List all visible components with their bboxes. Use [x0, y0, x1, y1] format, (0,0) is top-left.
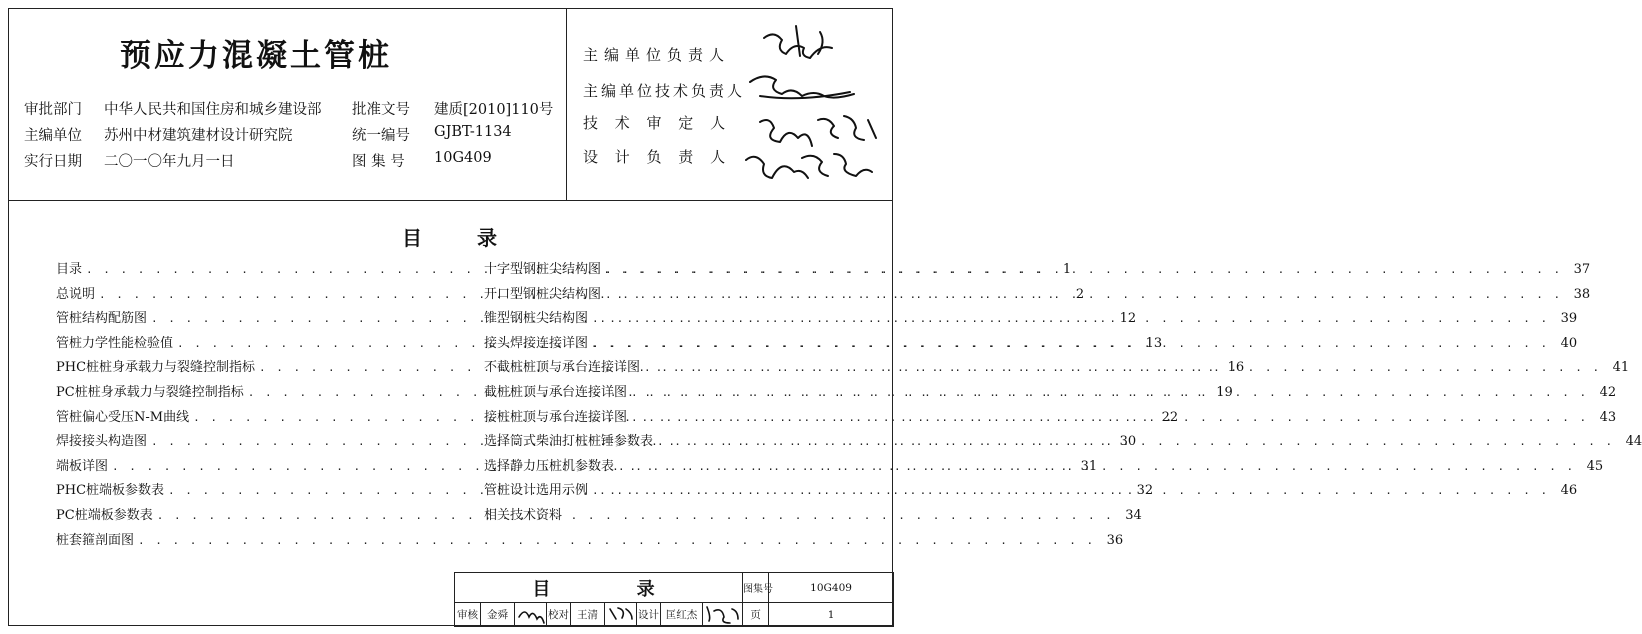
responsibility-label: 技 术 审 定 人	[583, 114, 732, 132]
toc-entry-label: 管桩结构配筋图	[56, 311, 148, 327]
toc-heading-left: 目	[402, 226, 422, 250]
document-title: 预应力混凝土管桩	[120, 38, 392, 74]
leader-dots	[644, 361, 1601, 374]
title-block	[454, 572, 894, 627]
toc-entry-label: 总说明	[56, 286, 96, 302]
toc-entry[interactable]	[484, 504, 844, 529]
toc-entry[interactable]	[484, 283, 1591, 308]
toc-entry-page: 43	[1599, 409, 1617, 425]
toc-entry-page: 22	[1161, 409, 1179, 425]
toc-entry-label: 选择筒式柴油打桩桩锤参数表	[484, 434, 654, 450]
toc-entry-page: 12	[1119, 311, 1137, 327]
toc-entry-page: 19	[1216, 384, 1233, 400]
toc-entry-page: 41	[1612, 360, 1630, 376]
info-key: 批准文号	[352, 102, 410, 118]
toc-entry-page: 32	[1136, 483, 1154, 499]
page-label: 页	[743, 603, 769, 627]
toc-entry-label: PC桩端板参数表	[56, 507, 153, 523]
toc-entry-page: 16	[1227, 360, 1245, 376]
leader-dots	[605, 263, 1562, 276]
toc-entry-label: 端板详图	[56, 458, 109, 474]
atlas-number-value: 10G409	[769, 573, 894, 603]
info-key: 图 集 号	[352, 154, 405, 170]
toc-entry-label: 管桩偏心受压N-M曲线	[56, 409, 190, 425]
toc-entry-label: 锥型钢桩尖结构图	[484, 311, 589, 327]
info-value: 苏州中材建筑建材设计研究院	[104, 128, 293, 144]
info-label: 审批部门	[24, 102, 82, 118]
toc-entry-page: 39	[1560, 311, 1578, 327]
info-key: 统一编号	[352, 128, 410, 144]
header-divider	[8, 200, 893, 201]
toc-entry-label: 相关技术资料	[484, 507, 563, 523]
toc-entry-label: 管桩力学性能检验值	[56, 335, 174, 351]
toc-entry-page: 30	[1119, 434, 1137, 450]
reviewer-name: 金舜	[481, 603, 515, 627]
designer-name: 匡红杰	[661, 603, 703, 627]
title-block-title: 目 录	[455, 573, 743, 603]
review-label: 审核	[455, 603, 481, 627]
toc-entry-page: 38	[1573, 286, 1591, 302]
info-value: 二〇一〇年九月一日	[104, 154, 235, 170]
info-label: 实行日期	[24, 154, 82, 170]
atlas-number-label: 图集号	[743, 573, 769, 603]
toc-entry-page: 1	[1062, 262, 1072, 277]
leader-dots	[631, 386, 1588, 399]
checker-name: 王清	[571, 603, 605, 627]
reviewer-signature	[515, 603, 547, 627]
toc-entry-label: 接桩桩顶与承台连接详图	[484, 409, 628, 425]
toc-entry-label: 开口型钢桩尖结构图	[484, 286, 602, 302]
leader-dots	[618, 460, 1575, 473]
toc-entry-page: 42	[1599, 384, 1617, 400]
leader-dots	[138, 534, 1095, 547]
info-value: 中华人民共和国住房和城乡建设部	[104, 102, 322, 118]
toc-entry-page: 34	[1125, 507, 1142, 523]
designer-signature	[703, 603, 743, 627]
toc-entry-page: 40	[1560, 335, 1578, 351]
toc-entry-page: 45	[1586, 458, 1604, 474]
toc-entry-label: 不截桩桩顶与承台连接详图	[484, 360, 641, 376]
leader-dots	[631, 411, 1588, 424]
handwritten-signatures-graphic	[740, 20, 890, 188]
toc-entry-page: 31	[1080, 458, 1098, 474]
toc-entry-label: PHC桩桩身承载力与裂缝控制指标	[56, 360, 256, 376]
toc-entry[interactable]	[484, 258, 1591, 283]
toc-entry-page: 44	[1625, 434, 1642, 450]
leader-dots	[592, 484, 1549, 497]
toc-entry-label: PC桩桩身承载力与裂缝控制指标	[56, 384, 244, 400]
toc-entry-label: 接头焊接连接详图	[484, 335, 589, 351]
info-key-value: GJBT-1134	[434, 124, 512, 140]
toc-entry-page: 13	[1145, 335, 1163, 351]
toc-entry[interactable]	[56, 529, 1124, 554]
info-label: 主编单位	[24, 128, 82, 144]
toc-heading-right: 录	[477, 226, 497, 250]
toc-entry-page: 36	[1106, 532, 1124, 548]
toc-entry-page: 2	[1075, 286, 1085, 302]
responsibility-label: 主编单位技术负责人	[583, 82, 746, 100]
design-label: 设计	[637, 603, 661, 627]
toc-entry-label: 桩套箍剖面图	[56, 532, 135, 548]
leader-dots	[605, 288, 1562, 301]
toc-entry-label: PHC桩端板参数表	[56, 483, 165, 499]
toc-entry-label: 管桩设计选用示例	[484, 483, 589, 499]
check-label: 校对	[547, 603, 571, 627]
leader-dots	[657, 435, 1614, 448]
toc-entry-label: 选择静力压桩机参数表	[484, 458, 615, 474]
header-vertical-divider	[566, 8, 567, 200]
toc-entry-page: 37	[1573, 262, 1591, 277]
leader-dots	[592, 312, 1549, 325]
info-key-value: 建质[2010]110号	[434, 102, 554, 118]
responsibility-label: 主编单位负责人	[583, 46, 731, 64]
toc-entry-label: 焊接接头构造图	[56, 434, 148, 450]
toc-entry-page: 46	[1560, 483, 1578, 499]
page-value: 1	[769, 603, 894, 627]
responsibility-label: 设 计 负 责 人	[583, 148, 732, 166]
leader-dots	[592, 337, 1549, 350]
info-key-value: 10G409	[434, 150, 492, 166]
checker-signature	[605, 603, 637, 627]
toc-entry-label: 目录	[56, 262, 83, 277]
toc-entry-label: 十字型钢桩尖结构图	[484, 262, 602, 277]
toc-entry-label: 截桩桩顶与承台连接详图	[484, 384, 628, 400]
